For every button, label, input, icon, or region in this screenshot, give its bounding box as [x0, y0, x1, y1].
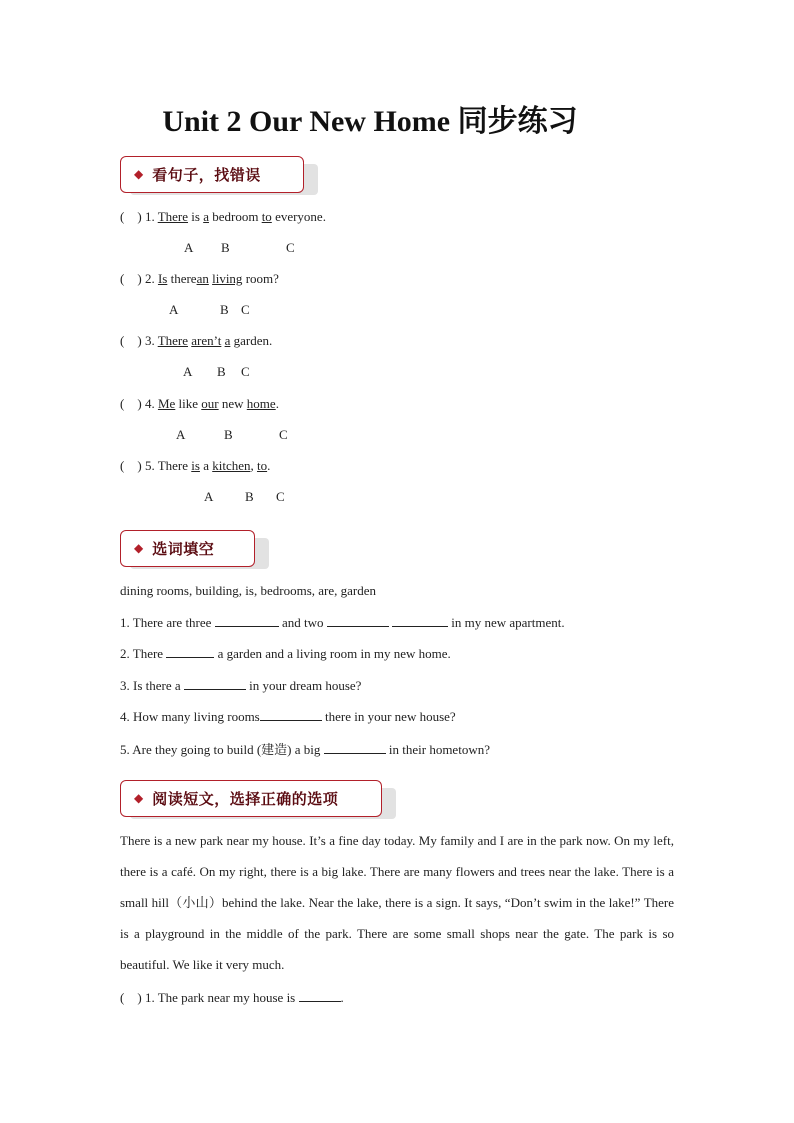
section-header-box: [120, 156, 304, 193]
option-c-word: a: [224, 333, 231, 348]
option-c-word: living: [212, 271, 243, 286]
letter-a: A: [176, 427, 186, 442]
diamond-icon: ◆: [134, 791, 144, 805]
answer-blank[interactable]: [299, 989, 341, 1002]
diamond-icon: ◆: [134, 167, 144, 181]
section-header-label: 看句子，找错误: [152, 166, 261, 184]
option-a-word: is: [191, 458, 200, 473]
answer-blank[interactable]: [327, 614, 389, 627]
letter-a: A: [169, 302, 179, 317]
section-header-box: [120, 780, 382, 817]
answer-blank[interactable]: [260, 708, 322, 721]
diamond-icon: ◆: [134, 541, 144, 555]
option-a-word: There: [157, 209, 189, 224]
section-header-box: [120, 530, 255, 567]
letter-c: C: [276, 489, 285, 504]
option-b-word: aren’t: [191, 333, 222, 348]
error-question-3: ( ) 3. There aren’t a garden.: [120, 333, 273, 348]
section-header-find-errors: [120, 156, 304, 193]
error-question-5: ( ) 5. There is a kitchen, to.: [120, 458, 271, 473]
answer-blank[interactable]: [215, 614, 279, 627]
answer-blank[interactable]: [392, 614, 448, 627]
section-header-label: 阅读短文，选择正确的选项: [152, 790, 339, 808]
option-b-word: our: [201, 396, 219, 411]
word-bank: dining rooms, building, is, bedrooms, are, garden: [120, 583, 376, 598]
option-c-word: to: [261, 209, 272, 224]
option-c-word: home: [246, 396, 276, 411]
letter-b: B: [220, 302, 229, 317]
letter-c: C: [241, 364, 250, 379]
fill-question-2: 2. There a garden and a living room in my new home.: [120, 646, 451, 661]
answer-blank[interactable]: [324, 741, 386, 754]
error-question-1: ( ) 1. There is a bedroom to everyone.: [120, 209, 326, 224]
letter-c: C: [286, 240, 295, 255]
letter-b: B: [221, 240, 230, 255]
letter-a: A: [184, 240, 194, 255]
answer-blank[interactable]: [166, 645, 214, 658]
error-question-2: ( ) 2. Is therean living room?: [120, 271, 279, 286]
option-b-word: an: [196, 271, 209, 286]
page-title: Unit 2 Our New Home 同步练习: [162, 105, 578, 138]
fill-question-5: 5. Are they going to build (建造) a big in their hometown?: [120, 742, 490, 757]
reading-passage: There is a new park near my house. It’s a fine day today. My family and I are in the park now. On my left, there is a café. On my right, there is a big lake. There are many flowers and trees near the lake. There is a small hill（小山）behind the lake. Near the lake, there is a sign. It says, “Don’t swim in the lake!” There is a playground in the middle of the park. There are some small shops near the gate. The park is so beautiful. We like it very much.: [120, 833, 674, 972]
letter-a: A: [183, 364, 193, 379]
letter-c: C: [241, 302, 250, 317]
letter-b: B: [224, 427, 233, 442]
fill-question-4: 4. How many living rooms there in your new house?: [120, 709, 456, 724]
fill-question-1: 1. There are three and two in my new apartment.: [120, 615, 565, 630]
letter-c: C: [279, 427, 288, 442]
letter-b: B: [217, 364, 226, 379]
reading-question-1: ( ) 1. The park near my house is .: [120, 990, 344, 1005]
option-b-word: kitchen: [212, 458, 251, 473]
option-c-word: to: [256, 458, 268, 473]
section-header-fill-in: [120, 530, 255, 567]
section-header-reading: [120, 780, 382, 817]
option-a-word: There: [157, 333, 189, 348]
option-a-word: Me: [157, 396, 176, 411]
error-question-4: ( ) 4. Me like our new home.: [120, 396, 279, 411]
option-a-word: Is: [157, 271, 168, 286]
section-header-label: 选词填空: [152, 540, 215, 558]
letter-b: B: [245, 489, 254, 504]
fill-question-3: 3. Is there a in your dream house?: [120, 678, 362, 693]
option-b-word: a: [203, 209, 209, 224]
letter-a: A: [204, 489, 214, 504]
answer-blank[interactable]: [184, 677, 246, 690]
